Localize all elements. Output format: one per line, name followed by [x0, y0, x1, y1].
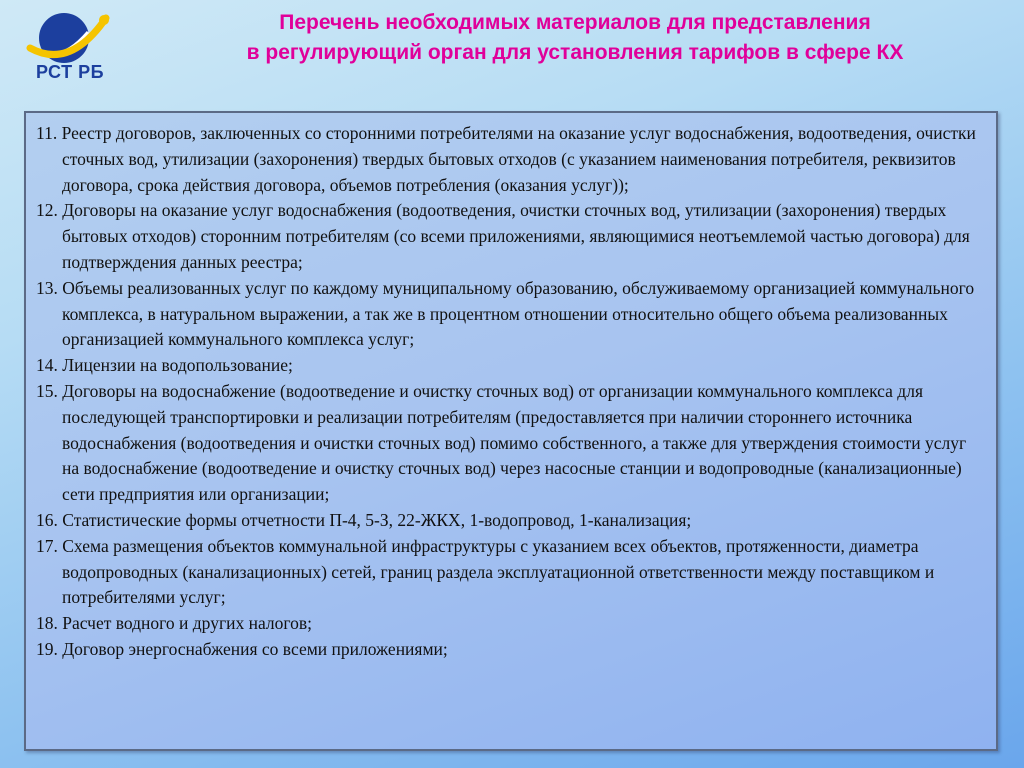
- list-item: 16. Статистические формы отчетности П-4, 5-З, 22-ЖКХ, 1-водопровод, 1-канализация;: [36, 509, 692, 530]
- title-line-1: Перечень необходимых материалов для представления: [279, 11, 871, 34]
- logo: [10, 8, 120, 88]
- title-line-2: в регулирующий орган для установления тарифов в сфере КХ: [246, 41, 904, 64]
- list-item: 12. Договоры на оказание услуг водоснабжения (водоотведения, очистки сточных вод, утилизации (захоронения) твердых бытовых отходов) сторонним потребителям (со всеми приложениями, являющимися неотъемлемой частью договора) для подтверждения данных реестра;: [36, 200, 970, 272]
- list-item: 15. Договоры на водоснабжение (водоотведение и очистку сточных вод) от организации коммунального комплекса для последующей транспортировки и реализации потребителям (предоставляется при наличии стороннего источника водоснабжения (водоотведения и очистки сточных вод) помимо собственного, а также для утверждения стоимости услуг на водоснабжение (водоотведение и очистку сточных вод) через насосные станции и водопроводные (канализационные) сети предприятия или организации;: [36, 380, 967, 505]
- list-item: 14. Лицензии на водопользование;: [36, 355, 293, 376]
- list-item: 18. Расчет водного и других налогов;: [36, 613, 313, 634]
- logo-text: РСТ РБ: [35, 62, 105, 82]
- list-item: 13. Объемы реализованных услуг по каждому муниципальному образованию, обслуживаемому организацией коммунального комплекса, в натуральном выражении, а так же в процентном отношении относительно общего объема реализованных организацией коммунального комплекса услуг;: [36, 277, 975, 350]
- list-item: 11. Реестр договоров, заключенных со сторонними потребителями на оказание услуг водоснабжения, водоотведения, очистки сточных вод, утилизации (захоронения) твердых бытовых отходов (с указанием наименования потребителя, реквизитов договора, срока действия договора, объемов потребления (оказания услуг));: [36, 123, 976, 195]
- list-item: 17. Схема размещения объектов коммунальной инфраструктуры с указанием всех объектов, протяженности, диаметра водопроводных (канализационных) сетей, границ раздела эксплуатационной ответственности между поставщиком и потребителями услуг;: [36, 535, 935, 608]
- list-item: 19. Договор энергоснабжения со всеми приложениями;: [36, 638, 448, 659]
- globe-logo-icon: [10, 8, 120, 68]
- content-panel: [24, 111, 998, 751]
- page-title: [150, 8, 1000, 68]
- materials-list: [26, 113, 996, 663]
